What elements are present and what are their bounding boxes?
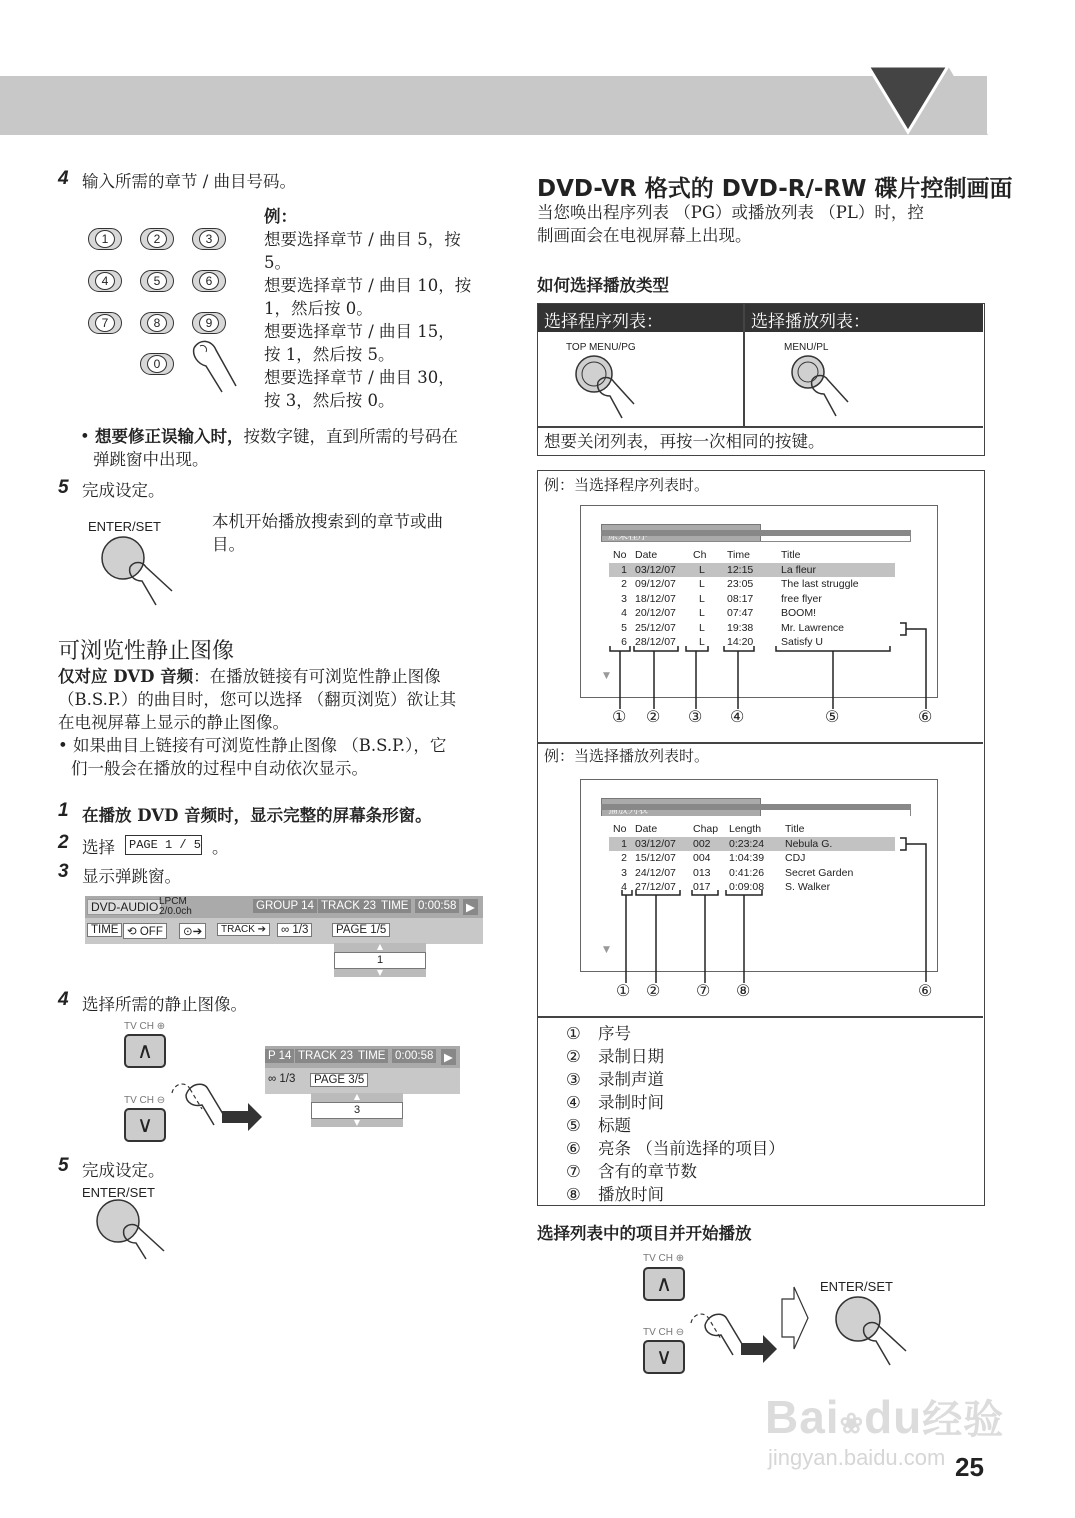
col-header: Date	[635, 823, 658, 836]
time-button[interactable]: TIME	[87, 923, 122, 937]
step-text: 显示弹跳窗。	[82, 867, 181, 886]
correction-note: • 想要修正误输入时，按数字键，直到所需的号码在 弹跳窗中出现。	[80, 425, 520, 471]
next-step-arrow-icon	[780, 1285, 810, 1351]
page-button[interactable]: PAGE 3/5	[310, 1073, 368, 1087]
col-header: Length	[729, 823, 762, 836]
step-text: 选择所需的静止图像。	[82, 995, 247, 1014]
bsp-intro-bold: 仅对应 DVD 音频	[58, 667, 194, 686]
examples-box	[537, 470, 985, 1206]
step-text: 完成设定。	[82, 1161, 165, 1180]
bsp-intro: ：在播放链接有可浏览性静止图像	[193, 667, 441, 686]
legend-list	[566, 1020, 785, 1204]
bsp-bullet: 如果曲目上链接有可浏览性静止图像 （B.S.P.），它	[72, 736, 447, 755]
table-row[interactable]: 3 18/12/07 L 08:17 free flyer	[621, 592, 822, 605]
col-header: No	[613, 823, 627, 836]
step-number: 2	[58, 832, 69, 853]
subsection-title: 选择列表中的项目并开始播放	[537, 1224, 752, 1243]
example-line: 按 1，然后按 5。	[264, 345, 395, 364]
callout-2: ②	[646, 981, 661, 1000]
step-text: 选择	[82, 838, 115, 857]
finger-arrow-icon	[164, 1075, 264, 1135]
page-indicator-box: PAGE 1 / 5	[125, 835, 202, 855]
legend-item: ⑥ 亮条 （当前选择的项目）	[566, 1139, 785, 1158]
correction-bold: 想要修正误输入时，	[94, 427, 244, 446]
track-display: TRACK 23	[318, 899, 379, 913]
tvch-minus-label: TV CH ⊖	[643, 1327, 685, 1338]
callout-5: ⑤	[825, 707, 840, 726]
example-line: 按 3，然后按 0。	[264, 391, 395, 410]
play-type-table	[537, 303, 985, 456]
col-header: Time	[727, 549, 750, 562]
channel-label: 2/0.0ch	[159, 906, 192, 917]
table-row-highlighted[interactable]: 1 03/12/07 L 12:15 La fleur	[609, 563, 895, 578]
group-display: GROUP 14	[253, 899, 317, 913]
example-label: 例：	[264, 207, 297, 226]
example-line: 1，然后按 0。	[264, 299, 373, 318]
bsp-intro-3: 在电视屏幕上显示的静止图像。	[58, 713, 289, 732]
playlist-callouts	[616, 981, 956, 1001]
tvch-plus-label: TV CH ⊕	[643, 1253, 685, 1264]
up-arrow-icon[interactable]: ▲	[353, 1092, 361, 1101]
playlist-callout-lines	[608, 885, 948, 995]
col-header: Date	[635, 549, 658, 562]
callout-7: ⑦	[696, 981, 711, 1000]
enter-set-label: ENTER/SET	[82, 1185, 155, 1200]
example-line: 想要选择章节 / 曲目 15，	[264, 322, 455, 341]
enter-set-button[interactable]	[96, 1199, 176, 1261]
enter-set-button[interactable]	[100, 535, 180, 610]
key-9[interactable]: 9	[192, 312, 226, 334]
page-number: 25	[955, 1452, 984, 1482]
step-number: 4	[58, 989, 69, 1010]
channel-down-button[interactable]: ∨	[643, 1340, 685, 1374]
table-row[interactable]: 4 20/12/07 L 07:47 BOOM!	[621, 607, 817, 620]
example-block	[264, 205, 514, 412]
col-header: Chap	[693, 823, 719, 836]
on-screen-bar-page3	[265, 1046, 460, 1094]
desc-line: 当您唤出程序列表 （PG）或播放列表 （PL）时，控	[537, 203, 924, 222]
track-display: TRACK 23	[295, 1049, 356, 1063]
legend-item: ⑤ 标题	[566, 1116, 631, 1135]
example-line: 5。	[264, 253, 291, 272]
time-display: 0:00:58	[392, 1049, 436, 1063]
finger-icon	[186, 336, 241, 394]
lpcm-label: LPCM	[159, 896, 187, 907]
popup-value: 3	[311, 1102, 403, 1119]
play-icon: ▶	[463, 899, 478, 915]
playlist-table	[609, 822, 895, 895]
table-row-highlighted[interactable]: 1 03/12/07 002 0:23:24 Nebula G.	[609, 837, 895, 852]
legend-item: ⑦ 含有的章节数	[566, 1162, 697, 1181]
desc-line: 目。	[212, 535, 245, 554]
col-header: No	[613, 549, 627, 562]
table-row[interactable]: 2 09/12/07 L 23:05 The last struggle	[621, 578, 859, 591]
watermark-logo: Bai❀du经验	[765, 1391, 1005, 1443]
channel-up-button[interactable]: ∧	[643, 1267, 685, 1301]
enter-set-label: ENTER/SET	[820, 1279, 893, 1294]
menu-pl-button[interactable]	[788, 354, 858, 420]
track-search-button[interactable]: TRACK ➔	[217, 923, 270, 936]
key-4[interactable]: 4	[88, 270, 122, 292]
key-6[interactable]: 6	[192, 270, 226, 292]
menu-pl-label: MENU/PL	[784, 342, 829, 353]
page-button[interactable]: PAGE 1/5	[332, 923, 390, 937]
tvch-minus-label: TV CH ⊖	[124, 1095, 166, 1106]
angle-button[interactable]: ∞ 1/3	[277, 923, 312, 937]
enter-set-label: ENTER/SET	[88, 519, 161, 534]
enter-set-button[interactable]	[834, 1295, 914, 1367]
popup-window	[311, 1093, 403, 1127]
section-title: DVD-VR 格式的 DVD-R/-RW 碟片控制画面	[537, 176, 1013, 202]
table-row[interactable]: 6 28/12/07 L 14:20 Satisfy U	[621, 636, 824, 649]
table-row[interactable]: 5 25/12/07 L 19:38 Mr. Lawrence	[621, 621, 845, 634]
callout-3: ③	[688, 707, 703, 726]
col-header: Ch	[693, 549, 707, 562]
popup-value: 1	[334, 952, 426, 969]
example-line: 想要选择章节 / 曲目 10，按	[264, 276, 472, 295]
scroll-down-icon[interactable]: ▼	[603, 671, 610, 681]
bsp-title: 可浏览性静止图像	[58, 639, 235, 664]
section-desc	[537, 201, 977, 247]
step-text: 输入所需的章节 / 曲目号码。	[82, 172, 297, 191]
scroll-down-icon[interactable]: ▼	[603, 945, 610, 955]
callout-8: ⑧	[736, 981, 751, 1000]
program-callouts	[612, 707, 952, 727]
callout-4: ④	[730, 707, 745, 726]
step-number: 4	[58, 168, 69, 189]
key-8[interactable]: 8	[140, 312, 174, 334]
desc-line: 本机开始播放搜索到的章节或曲	[212, 512, 443, 531]
legend-item: ① 序号	[566, 1024, 631, 1043]
legend-item: ④ 录制时间	[566, 1093, 664, 1112]
top-menu-label: TOP MENU/PG	[566, 342, 636, 353]
key-3[interactable]: 3	[192, 228, 226, 250]
bsp-bullet-2: 们一般会在播放的过程中自动依次显示。	[71, 759, 368, 778]
example-line: 想要选择章节 / 曲目 30，	[264, 368, 455, 387]
pg-header: 选择程序列表：	[538, 304, 743, 332]
on-screen-bar	[85, 896, 483, 944]
key-5[interactable]: 5	[140, 270, 174, 292]
callout-6: ⑥	[918, 981, 933, 1000]
legend-item: ③ 录制声道	[566, 1070, 664, 1089]
header-triangle-icon	[868, 66, 988, 136]
time-display: 0:00:58	[415, 899, 459, 913]
key-1[interactable]: 1	[88, 228, 122, 250]
bsp-intro-2: （B.S.P.）的曲目时，您可以选择 （翻页浏览）欲让其	[58, 690, 457, 709]
program-tab: 原来程序	[601, 524, 761, 542]
header-band	[0, 76, 987, 135]
step-number: 5	[58, 1155, 69, 1176]
callout-2: ②	[646, 707, 661, 726]
channel-up-button[interactable]: ∧	[124, 1034, 166, 1068]
numeric-keypad	[88, 228, 238, 388]
callout-1: ①	[612, 707, 627, 726]
bsp-body: 仅对应 DVD 音频：在播放链接有可浏览性静止图像 （B.S.P.）的曲目时，您可以选择 （翻页浏览）欲让其 在电视屏幕上显示的静止图像。 • 如果曲目上链接有可浏览性静止图像 （B.S.P.），它 们一般会在播放的过程中自动依次显示。	[58, 665, 518, 780]
legend-item: ⑧ 播放时间	[566, 1185, 664, 1204]
angle-button[interactable]: ∞ 1/3	[268, 1073, 296, 1085]
step-text: 在播放 DVD 音频时，显示完整的屏幕条形窗。	[82, 806, 432, 825]
step-number: 3	[58, 861, 69, 882]
pl-header: 选择播放列表：	[745, 304, 983, 332]
callout-1: ①	[616, 981, 631, 1000]
step-number: 1	[58, 800, 69, 821]
step5-desc	[212, 510, 502, 556]
example-2-label: 例：当选择播放列表时。	[544, 747, 710, 765]
callout-6: ⑥	[918, 707, 933, 726]
group-display: P 14	[265, 1049, 294, 1063]
subsection-title: 如何选择播放类型	[537, 276, 669, 295]
program-callout-lines	[608, 611, 948, 721]
down-arrow-icon[interactable]: ▼	[353, 1118, 361, 1127]
time-label: TIME	[355, 1049, 388, 1063]
highlight-callout-line	[898, 836, 938, 996]
popup-window	[334, 943, 426, 977]
key-7[interactable]: 7	[88, 312, 122, 334]
legend-item: ② 录制日期	[566, 1047, 664, 1066]
key-2[interactable]: 2	[140, 228, 174, 250]
channel-down-button[interactable]: ∨	[124, 1108, 166, 1142]
play-icon: ▶	[441, 1049, 456, 1065]
desc-line: 制画面会在电视屏幕上出现。	[537, 226, 752, 245]
example-line: 想要选择章节 / 曲目 5，按	[264, 230, 461, 249]
correction-text: 按数字键，直到所需的号码在	[243, 427, 458, 446]
watermark-url: jingyan.baidu.com	[768, 1445, 946, 1470]
step-number: 5	[58, 477, 69, 498]
step-text-after: 。	[212, 838, 229, 857]
time-label: TIME	[378, 899, 411, 913]
finger-arrow-icon	[683, 1305, 783, 1365]
key-0[interactable]: 0	[140, 353, 174, 375]
mode-label: DVD-AUDIO	[87, 899, 162, 915]
col-header: Title	[785, 823, 805, 836]
paw-icon: ❀	[839, 1408, 865, 1439]
close-note: 想要关闭列表，再按一次相同的按键。	[544, 432, 825, 451]
down-arrow-icon[interactable]: ▼	[376, 968, 384, 977]
top-menu-button[interactable]	[572, 354, 642, 420]
step-text: 完成设定。	[82, 481, 165, 500]
table-row[interactable]: 4 27/12/07 017 0:09:08 S. Walker	[621, 881, 831, 894]
example-1-label: 例：当选择程序列表时。	[544, 476, 710, 494]
col-header: Title	[781, 549, 801, 562]
up-arrow-icon[interactable]: ▲	[376, 942, 384, 951]
playlist-tab: 播放列表	[601, 798, 761, 816]
tvch-plus-label: TV CH ⊕	[124, 1021, 166, 1032]
table-row[interactable]: 2 15/12/07 004 1:04:39 CDJ	[621, 852, 806, 865]
correction-text-2: 弹跳窗中出现。	[93, 450, 209, 469]
time-search-button[interactable]: ⊙➔	[179, 923, 206, 939]
repeat-button[interactable]: ⟲ OFF	[123, 923, 167, 939]
table-row[interactable]: 3 24/12/07 013 0:41:26 Secret Garden	[621, 866, 854, 879]
